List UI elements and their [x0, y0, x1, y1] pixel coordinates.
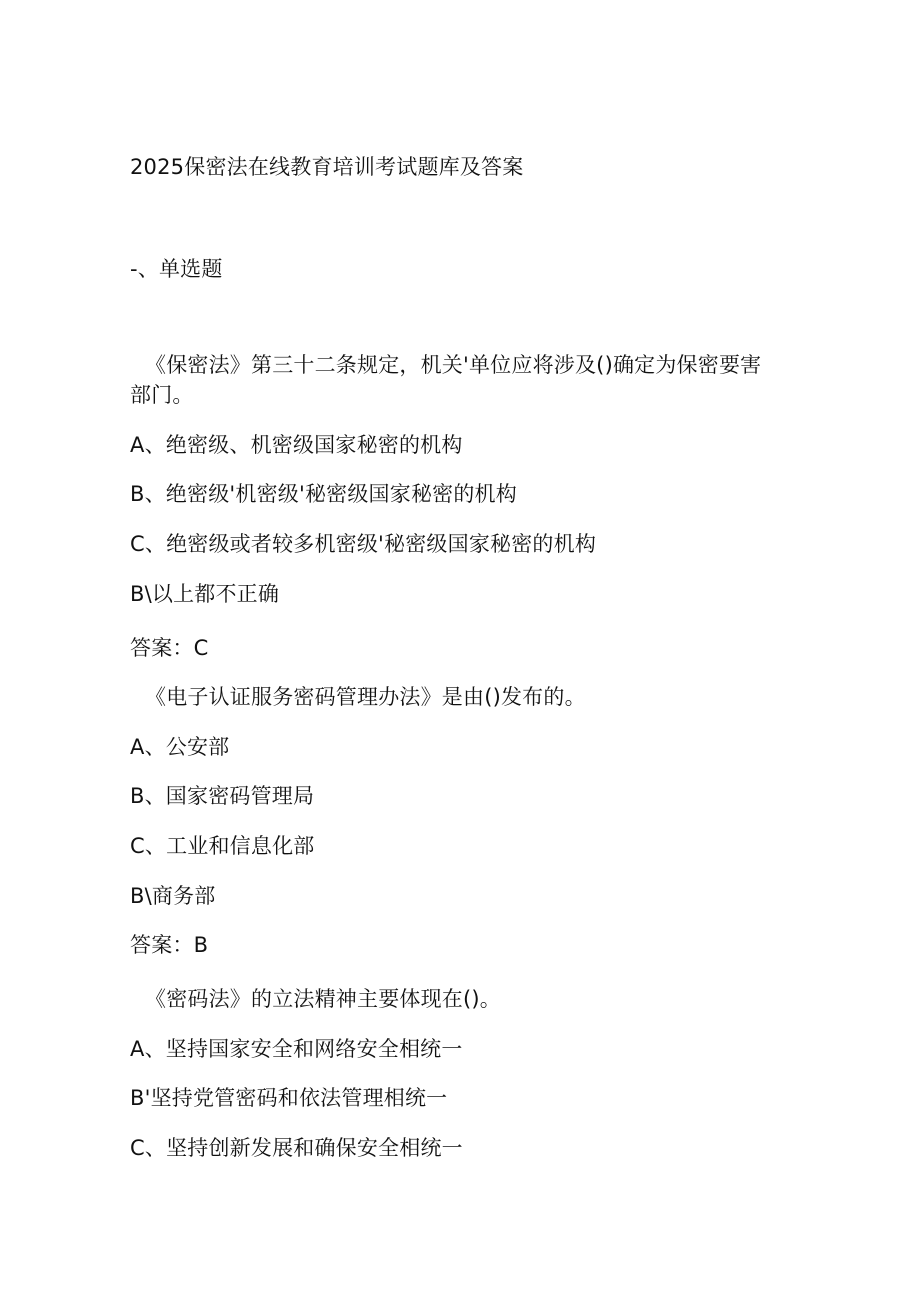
section-heading: -、单选题	[130, 257, 223, 281]
question-stem: 《电子认证服务密码管理办法》是由()发布的。	[145, 685, 586, 709]
question-option: C、坚持创新发展和确保安全相统一	[130, 1136, 463, 1160]
question-option: A、绝密级、机密级国家秘密的机构	[130, 433, 463, 457]
document-title: 2025保密法在线教育培训考试题库及答案	[130, 155, 524, 179]
question-stem: 《密码法》的立法精神主要体现在()。	[145, 987, 501, 1011]
question-option: B、国家密码管理局	[130, 784, 315, 808]
question-option: B'坚持党管密码和依法管理相统一	[130, 1086, 448, 1110]
question-stem: 《保密法》第三十二条规定，机关'单位应将涉及()确定为保密要害部门。	[130, 353, 762, 407]
question-answer: 答案：C	[130, 636, 209, 660]
question-option: B\商务部	[130, 884, 216, 908]
question-option: C、工业和信息化部	[130, 834, 315, 858]
question-option: C、绝密级或者较多机密级'秘密级国家秘密的机构	[130, 532, 597, 556]
question-option: B\以上都不正确	[130, 582, 280, 606]
question-option: A、公安部	[130, 735, 230, 759]
question-option: B、绝密级'机密级'秘密级国家秘密的机构	[130, 482, 517, 506]
question-option: A、坚持国家安全和网络安全相统一	[130, 1037, 463, 1061]
question-answer: 答案：B	[130, 933, 209, 957]
